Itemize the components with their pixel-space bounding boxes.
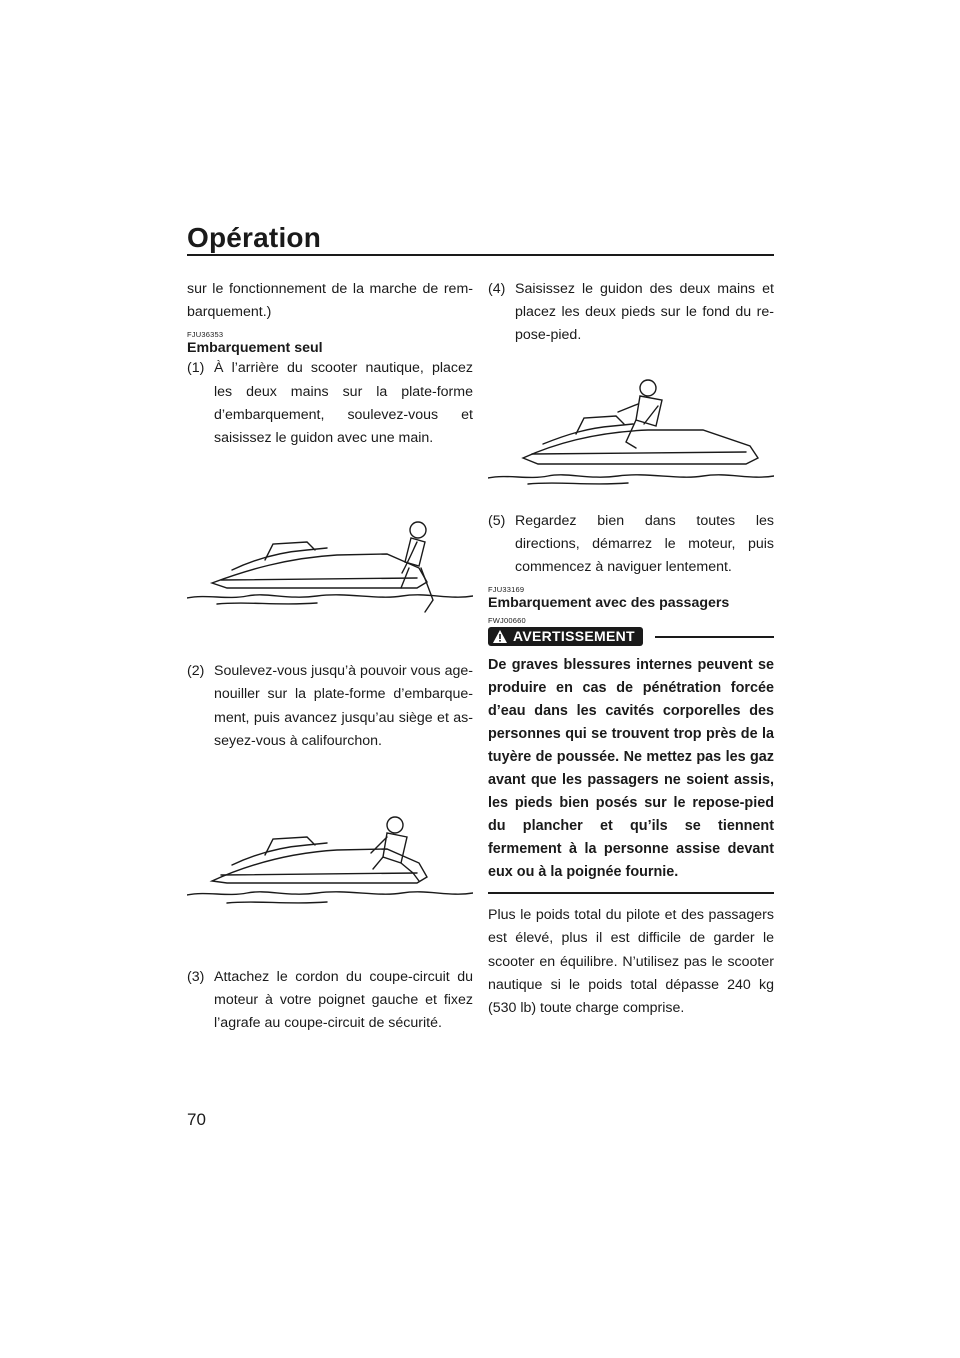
closing-text: Plus le poids total du pilote et des passagers est élevé, plus il est difficile de garder le scooter en équilibre. N’utilisez pas le scooter nautique si le poids total dépasse 240 kg (530 lb) toute charge comprise. — [488, 907, 774, 1017]
warning-end-rule — [488, 892, 774, 894]
step-3 — [187, 966, 473, 1036]
section-code: FJU36353 — [187, 330, 224, 340]
step-5 — [488, 510, 774, 580]
jetski-boarding-illustration-2 — [187, 753, 473, 966]
section-code: FJU33169 — [488, 585, 525, 595]
step-text: Regardez bien dans toutes les directions, démarrez le moteur, puis commencez à naviguer lentement. — [515, 512, 774, 576]
warning-header — [488, 627, 774, 646]
warning-label: AVERTISSEMENT — [513, 628, 635, 645]
warning-triangle-icon — [492, 629, 508, 644]
section-heading: Embarquement seul — [187, 340, 323, 357]
title-rule — [187, 254, 774, 256]
jetski-riding-illustration — [488, 348, 774, 510]
step-text: Saisissez le guidon des deux mains et placez les deux pieds sur le fond du repose-pied. — [515, 281, 774, 344]
step-number: (1) — [187, 360, 205, 377]
step-number: (4) — [488, 281, 506, 297]
warning-rule — [655, 636, 774, 638]
step-4 — [488, 278, 774, 348]
step-1 — [187, 357, 473, 450]
warning-text: De graves blessures internes peuvent se produire en cas de pénétration forcée d’eau dans les cavités corporelles des personnes qui se trouvent trop près de la tuyère de poussée. Ne mettez pas les gaz avant que les passagers ne soient assis, les pieds bien posés sur le repose-pied du plancher et qu’ils se tiennent fermement à la personne assise devant eux ou à la poignée fournie. — [488, 657, 774, 881]
warning-code: FWJ00660 — [488, 616, 526, 626]
step-number: (2) — [187, 663, 205, 680]
step-number: (3) — [187, 969, 205, 986]
left-column — [187, 278, 473, 1036]
intro-text: sur le fonctionnement de la marche de rembarquement.) — [187, 281, 473, 321]
step-text: Soulevez-vous jusqu’à pouvoir vous agenouiller sur la plate-forme d’embarquement, puis avancez jusqu’au siège et asseyez-vous à califourchon. — [214, 663, 473, 749]
step-text: À l’arrière du scooter nautique, placez les deux mains sur la plate-forme d’embarquement, soulevez-vous et saisissez le guidon avec une main. — [214, 360, 473, 447]
page-title: Opération — [187, 222, 322, 253]
jetski-boarding-illustration-1 — [187, 450, 473, 660]
section-heading: Embarquement avec des passagers — [488, 595, 730, 612]
step-number: (5) — [488, 512, 506, 529]
step-text: Attachez le cordon du coupe-circuit du moteur à votre poignet gauche et fixez l’agrafe au coupe-circuit de sécurité. — [214, 969, 473, 1032]
warning-badge — [488, 627, 643, 646]
step-2 — [187, 660, 473, 753]
page-number: 70 — [187, 1110, 206, 1129]
right-column — [488, 278, 774, 1020]
